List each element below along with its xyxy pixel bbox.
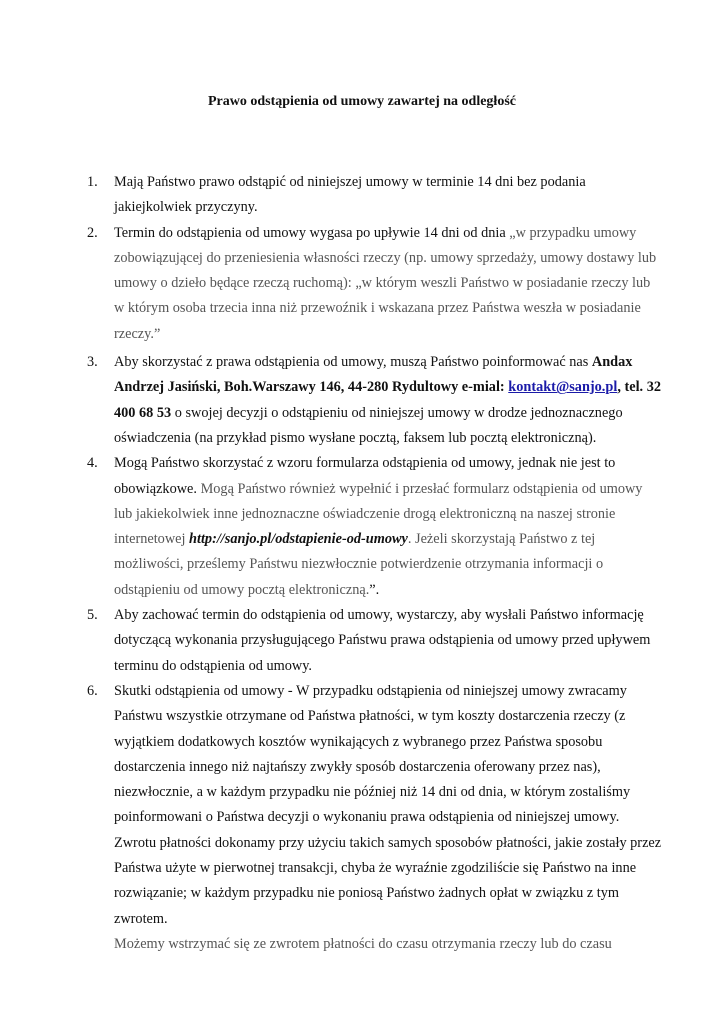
- item-text: Mają Państwo prawo odstąpić od niniejszej umowy w terminie 14 dni bez podania jakiejkolwiek przyczyny.: [114, 174, 586, 216]
- phone-number: , tel. 32 400 68 53: [114, 379, 661, 421]
- email-link[interactable]: kontakt@sanjo.pl: [508, 379, 618, 396]
- list-item-4: [87, 451, 662, 603]
- list-item-5: [87, 603, 662, 679]
- item-text: Termin do odstąpienia od umowy wygasa po upływie 14 dni od dnia: [114, 224, 510, 241]
- list-item-2: [87, 221, 662, 347]
- withdrawal-rules-list: [87, 170, 662, 957]
- item-number: 2.: [87, 224, 98, 241]
- item-text: Mogą Państwo skorzystać z wzoru formularza odstąpienia od umowy, jednak nie jest to obowiązkowe.: [114, 455, 616, 497]
- company-address: Andax Andrzej Jasiński, Boh.Warszawy 146, 44-280 Rydultowy e-mial:: [114, 354, 633, 396]
- item-text: Skutki odstąpienia od umowy - W przypadku odstąpienia od niniejszej umowy zwracamy Państwu wszystkie otrzymane od Państwa płatności, w tym koszty dostarczenia rzeczy (z wyjątkiem dodatkowych kosztów wynikających z wybranego przez Państwa sposobu dostarczenia innego niż najtańszy zwykły sposób dostarczenia oferowany przez nas), niezwłocznie, a w każdym przypadku nie później niż 14 dni od dnia, w którym zostaliśmy poinformowani o Państwa decyzji o wykonaniu prawa odstąpienia od niniejszej umowy. Zwrotu płatności dokonamy przy użyciu takich samych sposobów płatności, jakie zostały przez Państwa użyte w pierwotnej transakcji, chyba że wyraźnie zgodziliście się Państwo na inne rozwiązanie; w każdym przypadku nie poniosą Państwo żadnych opłat w związku z tym zwrotem.: [114, 682, 662, 927]
- item-grey-text-2: . Jeżeli skorzystają Państwo z tej możliwości, prześlemy Państwu niezwłocznie potwierdzenie otrzymania informacji o odstąpieniu od umowy pocztą elektroniczną.: [114, 531, 604, 598]
- item-closing-quote: ”.: [369, 581, 380, 598]
- item-number: 5.: [87, 607, 98, 624]
- item-number: 3.: [87, 354, 98, 371]
- item-quote-text: „w przypadku umowy zobowiązującej do przeniesienia własności rzeczy (np. umowy sprzedaży, umowy dostawy lub umowy o dzieło będące rzeczą ruchomą): „w którym weszli Państwo w posiadanie rzeczy lub w którym osoba trzecia inna niż przewoźnik i wskazana przez Państwa weszła w posiadanie rzeczy.”: [114, 224, 657, 342]
- item-grey-paragraph: Możemy wstrzymać się ze zwrotem płatności do czasu otrzymania rzeczy lub do czasu: [114, 935, 612, 952]
- item-text-continued: o swojej decyzji o odstąpieniu od niniejszej umowy w drodze jednoznacznego oświadczenia (na przykład pismo wysłane pocztą, faksem lub pocztą elektroniczną).: [114, 404, 623, 446]
- list-item-6: [87, 679, 662, 957]
- item-number: 4.: [87, 455, 98, 472]
- withdrawal-form-url[interactable]: http://sanjo.pl/odstapienie-od-umowy: [189, 531, 408, 548]
- page-title: Prawo odstąpienia od umowy zawartej na odległość: [208, 94, 516, 109]
- item-number: 6.: [87, 682, 98, 699]
- list-item-3: [87, 350, 662, 451]
- item-number: 1.: [87, 174, 98, 190]
- item-text: Aby zachować termin do odstąpienia od umowy, wystarczy, aby wysłali Państwo informację dotyczącą wykonania przysługującego Państwu prawa odstąpienia od umowy przed upływem terminu do odstąpienia od umowy.: [114, 607, 651, 674]
- item-grey-text: Mogą Państwo również wypełnić i przesłać formularz odstąpienia od umowy lub jakiekolwiek inne jednoznaczne oświadczenie drogą elektroniczną na naszej stronie internetowej: [114, 480, 643, 548]
- item-text: Aby skorzystać z prawa odstąpienia od umowy, muszą Państwo poinformować nas: [114, 354, 592, 371]
- list-item-1: [87, 170, 662, 221]
